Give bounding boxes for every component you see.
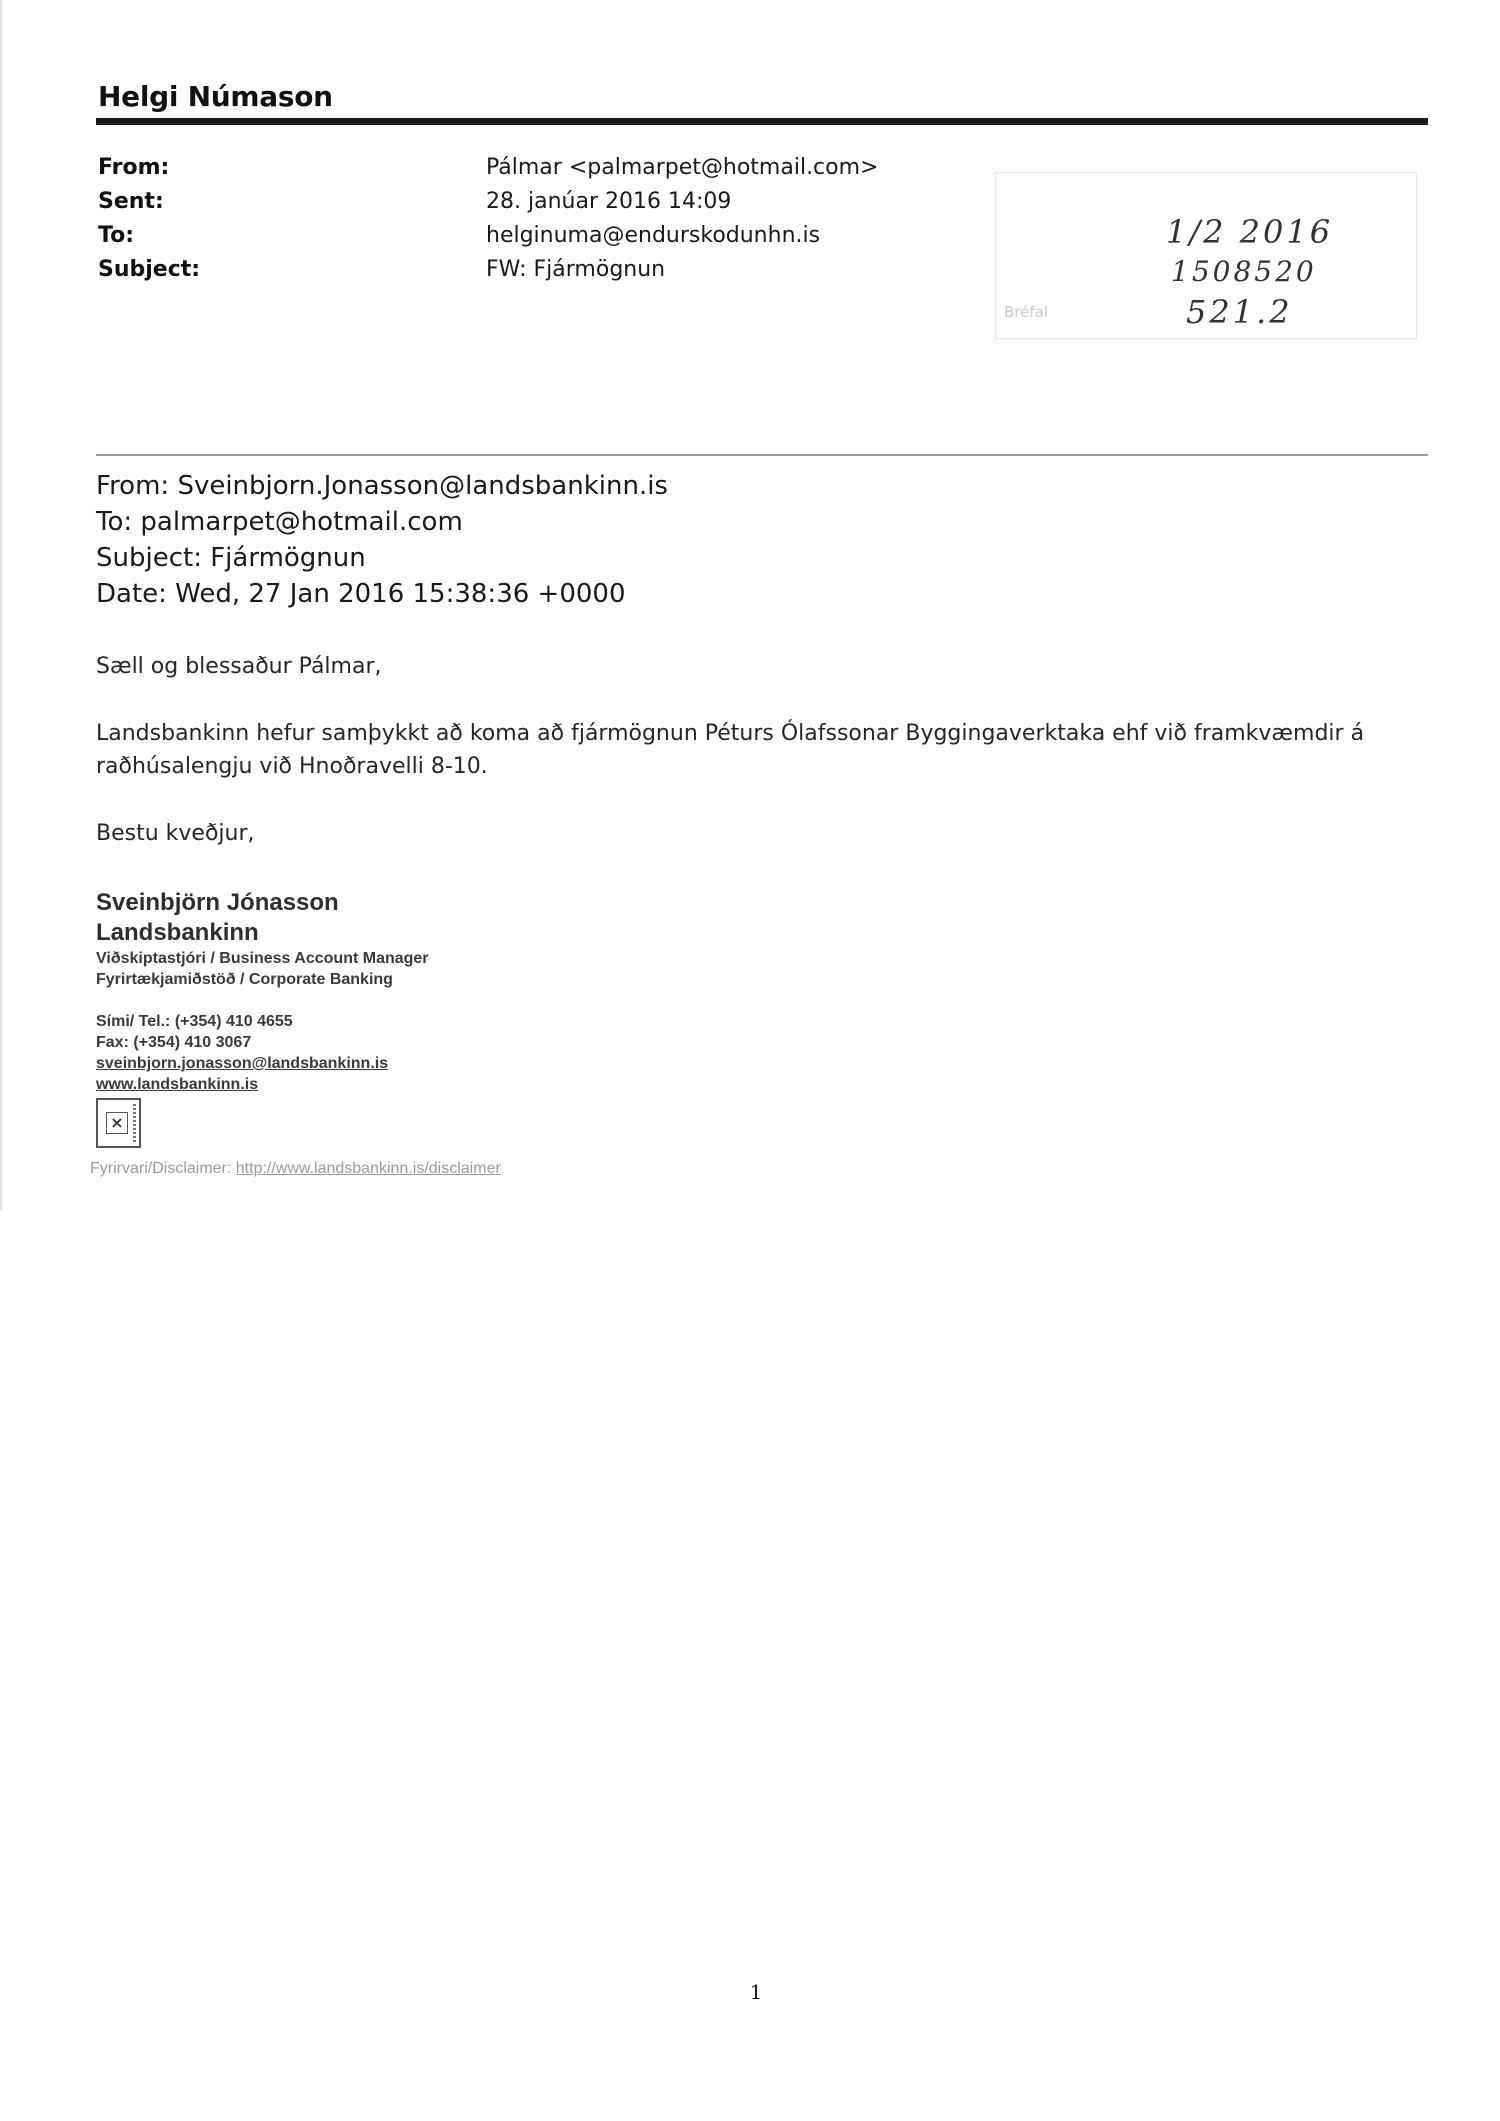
subject-value: FW: Fjármögnun	[486, 257, 666, 282]
stamp-faint-label: Bréfal	[1004, 303, 1048, 321]
sent-value: 28. janúar 2016 14:09	[486, 189, 732, 214]
page-number: 1	[749, 1980, 763, 2004]
signature-email-link[interactable]: sveinbjorn.jonasson@landsbankinn.is	[96, 1055, 389, 1072]
forwarded-header	[96, 468, 668, 612]
to-value: helginuma@endurskodunhn.is	[486, 223, 821, 248]
received-stamp	[995, 172, 1417, 339]
handwritten-code: 521.2	[1186, 293, 1293, 331]
email-closing: Bestu kveðjur,	[96, 821, 255, 846]
disclaimer	[90, 1160, 501, 1178]
disclaimer-label: Fyrirvari/Disclaimer:	[90, 1160, 232, 1177]
handwritten-number: 1508520	[1171, 255, 1317, 288]
signature-company: Landsbankinn	[96, 919, 259, 946]
forwarded-date: Date: Wed, 27 Jan 2016 15:38:36 +0000	[96, 579, 626, 609]
signature-website-link[interactable]: www.landsbankinn.is	[96, 1076, 259, 1093]
header-rule	[96, 118, 1428, 125]
signature-name: Sveinbjörn Jónasson	[96, 889, 339, 916]
signature-block	[96, 888, 429, 990]
mailbox-owner-name: Helgi Númason	[98, 80, 333, 113]
forwarded-from: From: Sveinbjorn.Jonasson@landsbankinn.is	[96, 471, 668, 501]
email-paragraph: Landsbankinn hefur samþykkt að koma að fjármögnun Péturs Ólafssonar Byggingaverktaka ehf við framkvæmdir á raðhúsalengju við Hnoðravelli 8-10.	[96, 721, 1365, 779]
handwritten-date: 1/2 2016	[1166, 213, 1334, 251]
scan-edge	[0, 0, 3, 1210]
signature-contact	[96, 1011, 388, 1095]
email-greeting: Sæll og blessaður Pálmar,	[96, 654, 382, 679]
from-label: From:	[98, 155, 170, 180]
sent-label: Sent:	[98, 189, 164, 214]
image-ruler-ticks	[133, 1104, 136, 1142]
subject-label: Subject:	[98, 257, 201, 282]
signature-phone: Sími/ Tel.: (+354) 410 4655	[96, 1013, 293, 1030]
broken-image-icon	[96, 1098, 141, 1148]
signature-title: Viðskiptastjóri / Business Account Manager	[96, 950, 429, 967]
disclaimer-link[interactable]: http://www.landsbankinn.is/disclaimer	[235, 1160, 501, 1177]
forwarded-subject: Subject: Fjármögnun	[96, 543, 366, 573]
forward-separator	[96, 454, 1428, 456]
forwarded-to: To: palmarpet@hotmail.com	[96, 507, 463, 537]
close-x-icon: ×	[106, 1112, 128, 1134]
to-label: To:	[98, 223, 134, 248]
signature-department: Fyrirtækjamiðstöð / Corporate Banking	[96, 971, 393, 988]
signature-fax: Fax: (+354) 410 3067	[96, 1034, 252, 1051]
from-value: Pálmar <palmarpet@hotmail.com>	[486, 155, 879, 180]
